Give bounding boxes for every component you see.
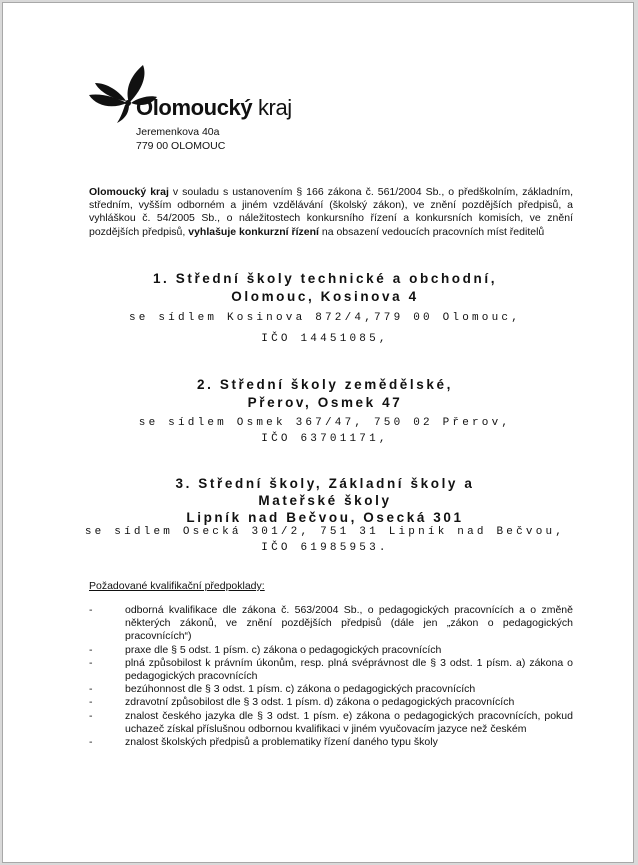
address-street: Jeremenkova 40a (136, 126, 220, 138)
requirements-heading: Požadované kvalifikační předpoklady: (89, 580, 265, 592)
school-3-subtitle: Mateřské školy (258, 493, 392, 508)
list-dash: - (89, 656, 93, 669)
address-city: 779 00 OLOMOUC (136, 140, 226, 152)
document-page (2, 2, 634, 863)
school-1-seat: se sídlem Kosinova 872/4,779 00 Olomouc, (128, 312, 522, 324)
intro-paragraph (89, 186, 573, 239)
school-3-seat: se sídlem Osecká 301/2, 751 31 Lipník nad Bečvou, (84, 526, 566, 538)
list-item: - bezúhonnost dle § 3 odst. 1 písm. c) zákona o pedagogických pracovnících (89, 683, 476, 696)
list-dash: - (89, 683, 93, 696)
school-3-location: Lipník nad Bečvou, Osecká 301 (186, 510, 464, 525)
school-3-ico: IČO 61985953. (261, 542, 389, 554)
intro-text: v souladu s ustanovením § 166 zákona č. 561/2004 Sb., o předškolním, základním, středním, vyšším odborném a jiném vzdělávání (školský zákon), ve znění pozdějších předpisů, a vyhláškou č. 54/2005 Sb., o náležitostech konkursního řízení a konkursních komisích, ve znění pozdějších předpisů, (89, 186, 573, 238)
intro-bold-mid: vyhlašuje konkurzní řízení (188, 225, 319, 238)
list-dash: - (89, 709, 93, 722)
intro-bold-lead: Olomoucký kraj (89, 186, 169, 198)
school-2-seat: se sídlem Osmek 367/47, 750 02 Přerov, (138, 417, 512, 429)
list-item: - plná způsobilost k právním úkonům, resp. plná svéprávnost dle § 3 odst. 1 písm. a) zákona o pedagogických pracovnících (89, 656, 573, 683)
school-2-location: Přerov, Osmek 47 (247, 395, 403, 410)
requirements-list (89, 604, 573, 749)
list-dash: - (89, 643, 93, 656)
brand-thin: kraj (257, 95, 292, 120)
school-1-title: 1. Střední školy technické a obchodní, (152, 271, 498, 286)
list-item: - zdravotní způsobilost dle § 3 odst. 1 písm. d) zákona o pedagogických pracovnících (89, 696, 515, 709)
brand-wordmark (136, 95, 292, 121)
school-3-title: 3. Střední školy, Základní školy a (175, 476, 475, 491)
school-2-ico: IČO 63701171, (261, 433, 389, 445)
list-item: - praxe dle § 5 odst. 1 písm. c) zákona o pedagogických pracovnících (89, 643, 442, 656)
list-dash: - (89, 696, 93, 709)
list-dash: - (89, 736, 93, 749)
intro-tail: na obsazení vedoucích pracovních míst ředitelů (318, 225, 545, 238)
list-item: - znalost školských předpisů a problematiky řízení daného typu školy (89, 736, 438, 749)
list-dash: - (89, 604, 93, 616)
list-item: - znalost českého jazyka dle § 3 odst. 1 písm. e) zákona o pedagogických pracovnících, pokud uchazeč získal příslušnou odbornou kvalifikaci v jiném vyučovacím jazyce než českém (89, 709, 573, 735)
brand-bold: Olomoucký (136, 95, 253, 120)
school-1-location: Olomouc, Kosinova 4 (231, 289, 419, 304)
list-item: - odborná kvalifikace dle zákona č. 563/2004 Sb., o pedagogických pracovnících a o změně některých zákonů, ve znění pozdějších předpisů (dále jen „zákon o pedagogických pracovnících“) (89, 604, 573, 643)
school-2-title: 2. Střední školy zemědělské, (197, 377, 453, 392)
school-1-ico: IČO 14451085, (261, 333, 389, 345)
